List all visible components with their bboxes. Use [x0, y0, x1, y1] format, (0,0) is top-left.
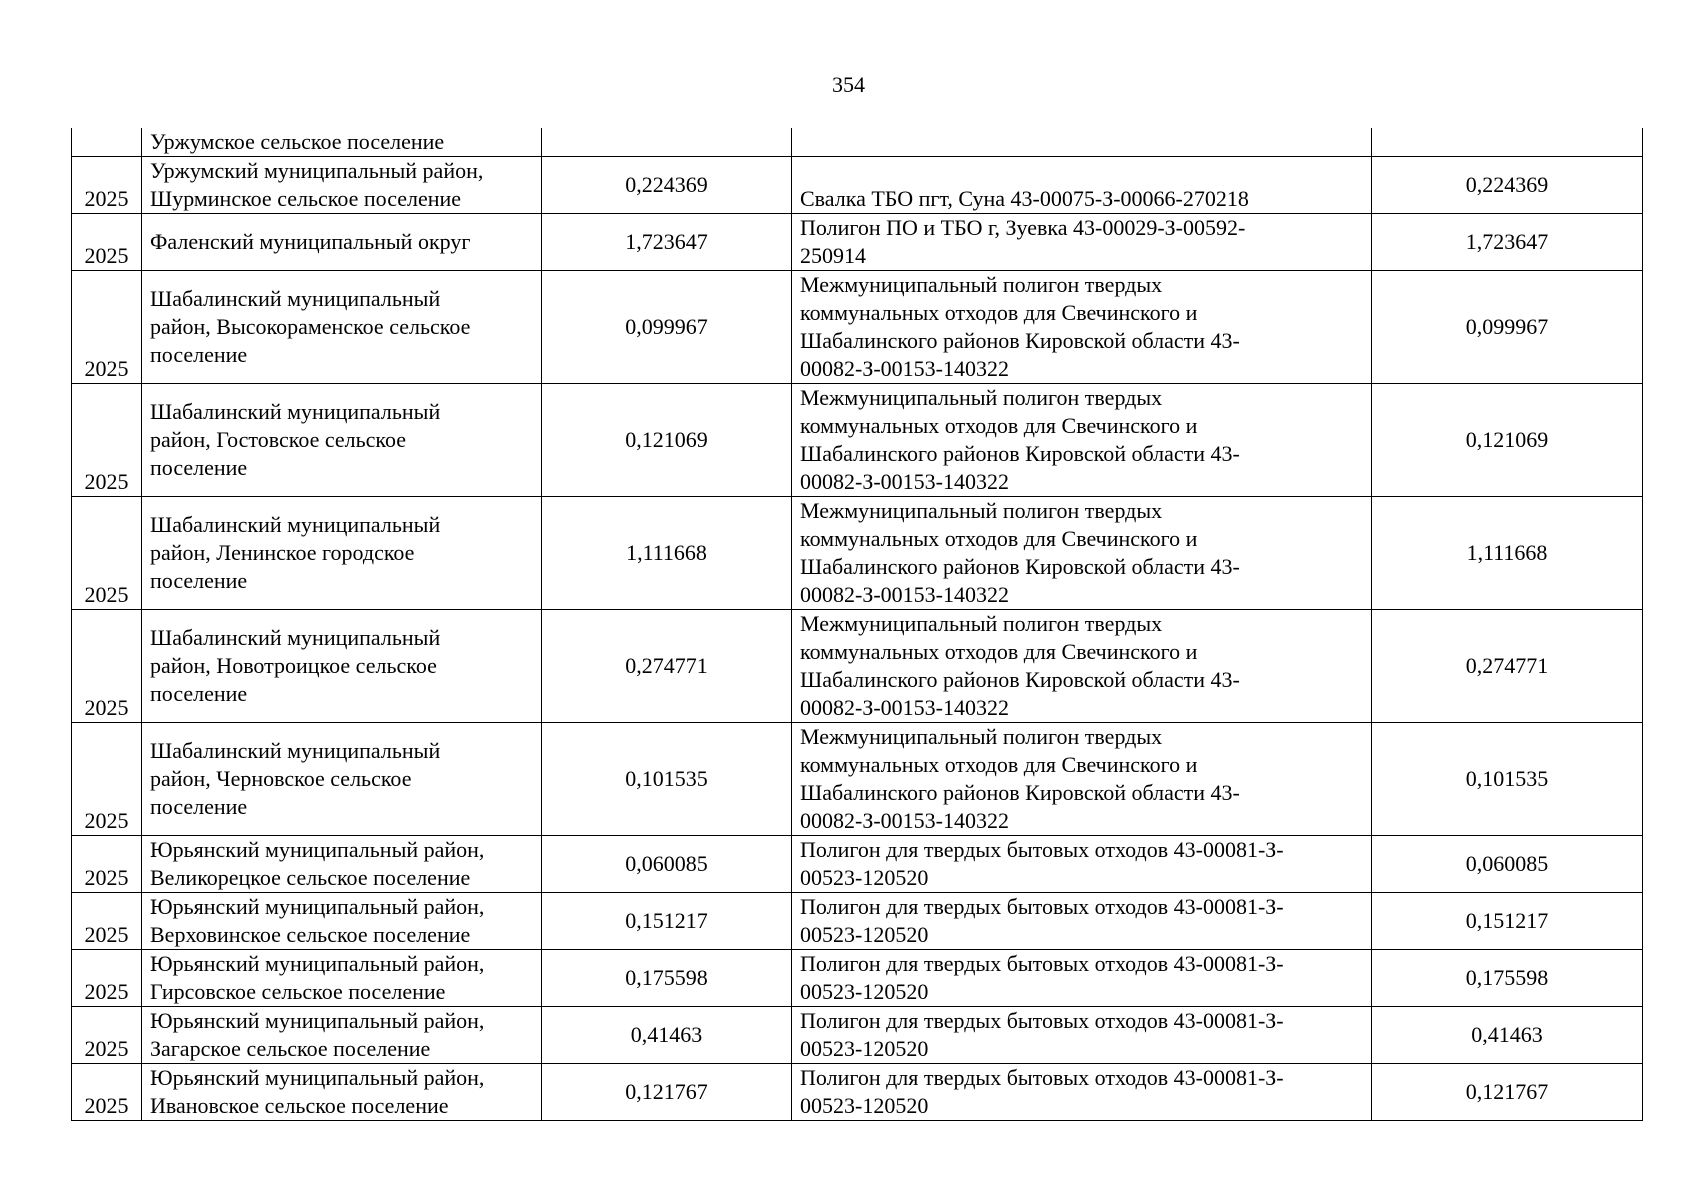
facility-cell: Межмуниципальный полигон твердых коммунальных отходов для Свечинского и Шабалинского районов Кировской области 43- 00082-З-00153-140322	[792, 497, 1372, 610]
value2-cell: 0,121069	[1372, 384, 1643, 497]
table-row	[72, 893, 1643, 950]
value-cell: 0,099967	[542, 271, 792, 384]
year-cell: 2025	[72, 1064, 142, 1121]
value-cell: 0,101535	[542, 723, 792, 836]
value2-cell: 0,121767	[1372, 1064, 1643, 1121]
facility-cell: Свалка ТБО пгт, Суна 43-00075-З-00066-270218	[792, 157, 1372, 214]
year-cell: 2025	[72, 214, 142, 271]
value2-cell: 1,723647	[1372, 214, 1643, 271]
municipality-cell: Юрьянский муниципальный район, Гирсовское сельское поселение	[142, 950, 542, 1007]
table-row	[72, 384, 1643, 497]
year-cell: 2025	[72, 893, 142, 950]
value-cell: 0,060085	[542, 836, 792, 893]
year-cell: 2025	[72, 723, 142, 836]
facility-cell: Межмуниципальный полигон твердых коммунальных отходов для Свечинского и Шабалинского районов Кировской области 43- 00082-З-00153-140322	[792, 271, 1372, 384]
value2-cell: 0,060085	[1372, 836, 1643, 893]
page-number: 354	[832, 72, 865, 97]
municipality-cell: Уржумское сельское поселение	[142, 128, 542, 157]
table-row	[72, 610, 1643, 723]
table-row	[72, 128, 1643, 157]
municipality-cell: Юрьянский муниципальный район, Верховинское сельское поселение	[142, 893, 542, 950]
table-row	[72, 723, 1643, 836]
year-cell: 2025	[72, 950, 142, 1007]
municipality-cell: Фаленский муниципальный округ	[142, 214, 542, 271]
value-cell: 0,224369	[542, 157, 792, 214]
value-cell: 0,151217	[542, 893, 792, 950]
facility-cell: Межмуниципальный полигон твердых коммунальных отходов для Свечинского и Шабалинского районов Кировской области 43- 00082-З-00153-140322	[792, 384, 1372, 497]
year-cell: 2025	[72, 271, 142, 384]
table-row	[72, 1007, 1643, 1064]
value2-cell: 0,224369	[1372, 157, 1643, 214]
year-cell: 2025	[72, 384, 142, 497]
value-cell	[542, 128, 792, 157]
year-cell: 2025	[72, 1007, 142, 1064]
year-cell: 2025	[72, 157, 142, 214]
municipality-cell: Юрьянский муниципальный район, Великорецкое сельское поселение	[142, 836, 542, 893]
facility-cell: Межмуниципальный полигон твердых коммунальных отходов для Свечинского и Шабалинского районов Кировской области 43- 00082-З-00153-140322	[792, 723, 1372, 836]
municipality-cell: Юрьянский муниципальный район, Ивановское сельское поселение	[142, 1064, 542, 1121]
municipality-cell: Шабалинский муниципальный район, Новотроицкое сельское поселение	[142, 610, 542, 723]
table-body	[72, 128, 1643, 1121]
value-cell: 0,121069	[542, 384, 792, 497]
table-row	[72, 836, 1643, 893]
municipality-cell: Шабалинский муниципальный район, Гостовское сельское поселение	[142, 384, 542, 497]
municipality-cell: Юрьянский муниципальный район, Загарское сельское поселение	[142, 1007, 542, 1064]
table-row	[72, 157, 1643, 214]
municipality-cell: Шабалинский муниципальный район, Высокораменское сельское поселение	[142, 271, 542, 384]
value2-cell: 0,151217	[1372, 893, 1643, 950]
year-cell: 2025	[72, 497, 142, 610]
municipality-cell: Уржумский муниципальный район, Шурминское сельское поселение	[142, 157, 542, 214]
facility-cell: Полигон для твердых бытовых отходов 43-00081-З- 00523-120520	[792, 950, 1372, 1007]
municipality-cell: Шабалинский муниципальный район, Ленинское городское поселение	[142, 497, 542, 610]
table-row	[72, 214, 1643, 271]
year-cell: 2025	[72, 836, 142, 893]
value-cell: 0,175598	[542, 950, 792, 1007]
value-cell: 0,121767	[542, 1064, 792, 1121]
facility-cell: Полигон для твердых бытовых отходов 43-00081-З- 00523-120520	[792, 1007, 1372, 1064]
facility-cell: Межмуниципальный полигон твердых коммунальных отходов для Свечинского и Шабалинского районов Кировской области 43- 00082-З-00153-140322	[792, 610, 1372, 723]
value-cell: 0,274771	[542, 610, 792, 723]
table-row	[72, 271, 1643, 384]
table-row	[72, 950, 1643, 1007]
value2-cell: 0,099967	[1372, 271, 1643, 384]
municipality-cell: Шабалинский муниципальный район, Черновское сельское поселение	[142, 723, 542, 836]
value2-cell: 0,274771	[1372, 610, 1643, 723]
year-cell: 2025	[72, 610, 142, 723]
facility-cell: Полигон для твердых бытовых отходов 43-00081-З- 00523-120520	[792, 893, 1372, 950]
data-table	[71, 128, 1643, 1121]
table-row	[72, 497, 1643, 610]
facility-cell	[792, 128, 1372, 157]
facility-cell: Полигон ПО и ТБО г, Зуевка 43-00029-З-00592- 250914	[792, 214, 1372, 271]
value2-cell: 1,111668	[1372, 497, 1643, 610]
year-cell	[72, 128, 142, 157]
value-cell: 0,41463	[542, 1007, 792, 1064]
facility-cell: Полигон для твердых бытовых отходов 43-00081-З- 00523-120520	[792, 1064, 1372, 1121]
value2-cell: 0,175598	[1372, 950, 1643, 1007]
value-cell: 1,111668	[542, 497, 792, 610]
value2-cell: 0,41463	[1372, 1007, 1643, 1064]
table-row	[72, 1064, 1643, 1121]
value-cell: 1,723647	[542, 214, 792, 271]
facility-cell: Полигон для твердых бытовых отходов 43-00081-З- 00523-120520	[792, 836, 1372, 893]
value2-cell: 0,101535	[1372, 723, 1643, 836]
value2-cell	[1372, 128, 1643, 157]
